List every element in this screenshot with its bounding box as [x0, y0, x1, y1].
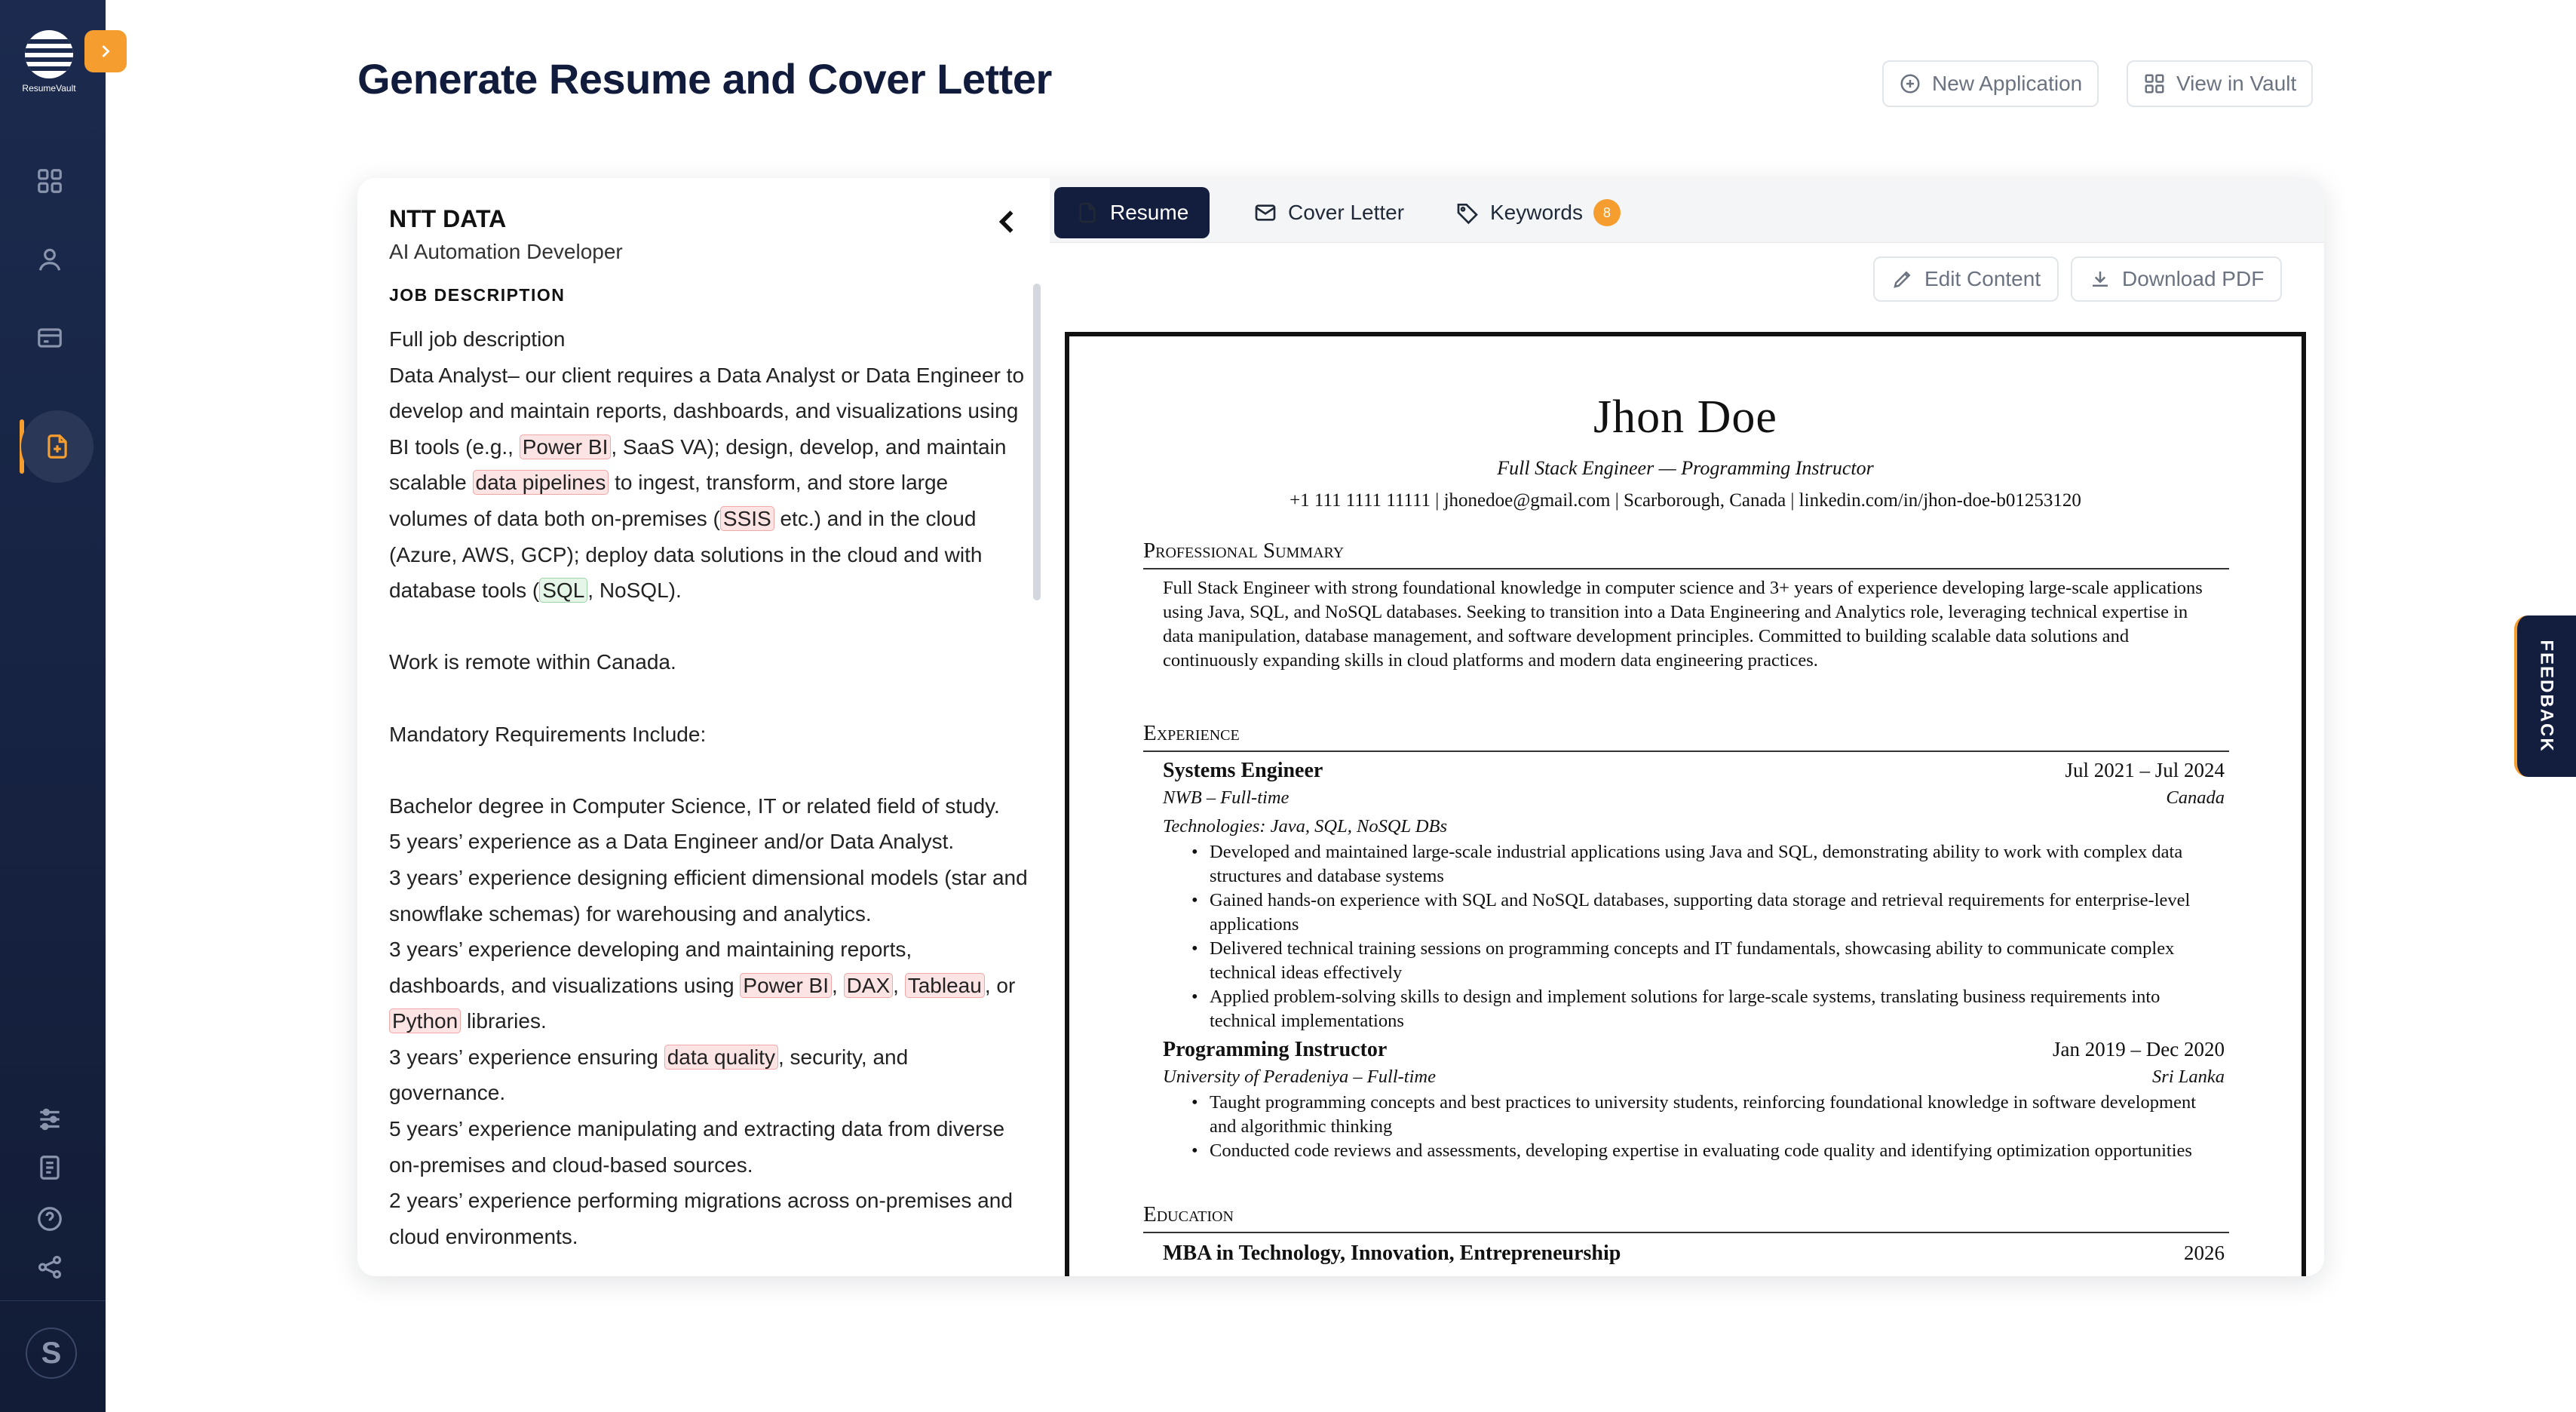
- job-dates: Jan 2019 – Dec 2020: [2053, 1038, 2225, 1061]
- profile-icon[interactable]: [32, 241, 68, 278]
- pencil-icon: [1891, 268, 1914, 290]
- summary-text: Full Stack Engineer with strong foundational knowledge in computer science and 3+ years of experience developing large-scale applications using Java, SQL, and NoSQL databases. Seeking to transition into a Data Engineering and Analytics role, leveraging technical expertise in data manipulation, database management, and software development principles. Committed to building scalable data solutions and continuously expanding skills in cloud platforms and modern data engineering practices.: [1163, 578, 2203, 671]
- mail-icon: [1253, 201, 1277, 225]
- new-application-button[interactable]: [1882, 60, 2099, 107]
- job-meta: [1163, 1067, 2225, 1088]
- job-tech: Technologies: Java, SQL, NoSQL DBs: [1163, 816, 1448, 836]
- app-logo[interactable]: [23, 30, 75, 98]
- job-header: [1163, 759, 2225, 783]
- grid-icon: [2143, 72, 2166, 95]
- edit-content-button[interactable]: [1873, 256, 2059, 302]
- view-in-vault-button[interactable]: [2127, 60, 2313, 107]
- download-pdf-label: Download PDF: [2122, 267, 2265, 290]
- download-pdf-button[interactable]: [2071, 256, 2282, 302]
- avatar[interactable]: S: [26, 1328, 77, 1379]
- job-org: NWB – Full-time: [1163, 787, 1290, 808]
- chevron-right-icon: [95, 41, 116, 62]
- expand-sidebar-button[interactable]: [84, 30, 127, 72]
- view-in-vault-label: View in Vault: [2176, 72, 2297, 95]
- job-role: AI Automation Developer: [389, 240, 623, 263]
- job-tech-row: [1163, 816, 2225, 837]
- company-name: NTT DATA: [389, 205, 507, 232]
- tabs-bar: [1050, 178, 2324, 243]
- job-title: Programming Instructor: [1163, 1038, 1388, 1061]
- tab-keywords[interactable]: [1434, 187, 1642, 238]
- job-org: University of Peradeniya – Full-time: [1163, 1067, 1436, 1087]
- chevron-left-icon: [991, 205, 1024, 238]
- education-year: 2026: [2184, 1242, 2225, 1264]
- bullet: • Delivered technical training sessions on programming concepts and IT fundamentals, showcasing ability to communicate complex technical ideas effectively: [1163, 937, 2219, 985]
- sliders-icon[interactable]: [32, 1101, 68, 1137]
- tab-cover-letter-label: Cover Letter: [1288, 201, 1405, 224]
- feedback-label: FEEDBACK: [2537, 640, 2557, 753]
- help-icon[interactable]: [32, 1201, 68, 1237]
- bullet: • Taught programming concepts and best practices to university students, reinforcing foundational knowledge in software development and algorithmic thinking: [1163, 1091, 2219, 1139]
- page-title: Generate Resume and Cover Letter: [357, 55, 1052, 103]
- keywords-count-badge: 8: [1593, 199, 1621, 226]
- collapse-panel-button[interactable]: [991, 205, 1024, 238]
- scrollbar[interactable]: [1033, 284, 1041, 600]
- sidebar: [0, 0, 106, 1412]
- resume-preview: [1065, 332, 2306, 1276]
- tag-icon: [1455, 201, 1480, 225]
- preview-panel: [1050, 178, 2324, 1276]
- job-location: Canada: [2166, 787, 2225, 808]
- job-meta: [1163, 787, 2225, 809]
- job-description-text[interactable]: Full job description Data Analyst– our client requires a Data Analyst or Data Engineer to develop and maintain reports, dashboards, and visualizations using BI tools (e.g., Power BI , SaaS VA); design, develop, and maintain scalable data pipelines to ingest, transform, and store large volumes of data both on-premises ( SSIS etc.) and in the cloud (Azure, AWS, GCP); deploy data solutions in the cloud and with database tools ( SQL , NoSQL). Work is remote within Canada. Mandatory Requirements Include: Bachelor degree in Computer Science, IT or related field of study. 5 years’ experience as a Data Engineer and/or Data Analyst. 3 years’ experience designing efficient dimensional models (star and snowflake schemas) for warehousing and analytics. 3 years’ experience developing and maintaining reports, dashboards, and visualizations using Power BI , DAX , Tableau , or Python libraries. 3 years’ experience ensuring data quality , security, and governance. 5 years’ experience manipulating and extracting data from diverse on-premises and cloud-based sources. 2 years’ experience performing migrations across on-premises and cloud environments.: [389, 327, 1028, 1248]
- resume-name: Jhon Doe: [1593, 391, 1777, 443]
- tab-cover-letter[interactable]: [1232, 187, 1425, 238]
- summary-heading: Professional Summary: [1143, 539, 2229, 569]
- job-bullets: [1163, 1091, 2219, 1163]
- job-dates: Jul 2021 – Jul 2024: [2065, 759, 2225, 781]
- job-description-panel: [357, 178, 1050, 1276]
- sidebar-divider: [0, 1300, 106, 1301]
- generate-document-icon[interactable]: [21, 410, 94, 483]
- job-header: [1163, 1038, 2225, 1062]
- dashboard-icon[interactable]: [32, 163, 68, 199]
- logo-mark-icon: [25, 30, 73, 78]
- job-bullets: [1163, 840, 2219, 1033]
- download-icon: [2089, 268, 2111, 290]
- tab-resume-label: Resume: [1110, 201, 1189, 224]
- experience-heading: Experience: [1143, 721, 2229, 752]
- tab-keywords-label: Keywords: [1490, 201, 1583, 224]
- share-icon[interactable]: [32, 1249, 68, 1285]
- bullet: • Gained hands-on experience with SQL and NoSQL databases, supporting data storage and retrieval requirements for enterprise-level applications: [1163, 889, 2219, 937]
- main-card: [357, 178, 2324, 1276]
- tab-resume[interactable]: [1054, 187, 1210, 238]
- bullet: • Applied problem-solving skills to design and implement solutions for large-scale systems, translating business requirements into technical implementations: [1163, 985, 2219, 1033]
- education-heading: Education: [1143, 1202, 2229, 1233]
- resume-subtitle: Full Stack Engineer — Programming Instructor: [1497, 457, 1874, 479]
- card-icon[interactable]: [32, 320, 68, 356]
- document-list-icon[interactable]: [32, 1150, 68, 1186]
- logo-text: ResumeVault: [22, 83, 76, 94]
- education-degree: MBA in Technology, Innovation, Entrepreneurship: [1163, 1242, 1621, 1265]
- file-icon: [1075, 201, 1099, 225]
- resume-contact: +1 111 1111 11111 | jhonedoe@gmail.com | Scarborough, Canada | linkedin.com/in/jhon-doe-b01253120: [1290, 490, 2081, 511]
- job-location: Sri Lanka: [2152, 1067, 2225, 1087]
- job-title: Systems Engineer: [1163, 759, 1323, 782]
- bullet: • Developed and maintained large-scale industrial applications using Java and SQL, demonstrating ability to work with complex data structures and database systems: [1163, 840, 2219, 889]
- bullet: • Conducted code reviews and assessments, developing expertise in evaluating code quality and identifying optimization opportunities: [1163, 1139, 2219, 1163]
- plus-circle-icon: [1899, 72, 1921, 95]
- new-application-label: New Application: [1932, 72, 2083, 95]
- feedback-button[interactable]: [2514, 615, 2576, 777]
- education-row: [1163, 1242, 2225, 1266]
- edit-content-label: Edit Content: [1924, 267, 2041, 290]
- job-description-label: JOB DESCRIPTION: [389, 285, 566, 305]
